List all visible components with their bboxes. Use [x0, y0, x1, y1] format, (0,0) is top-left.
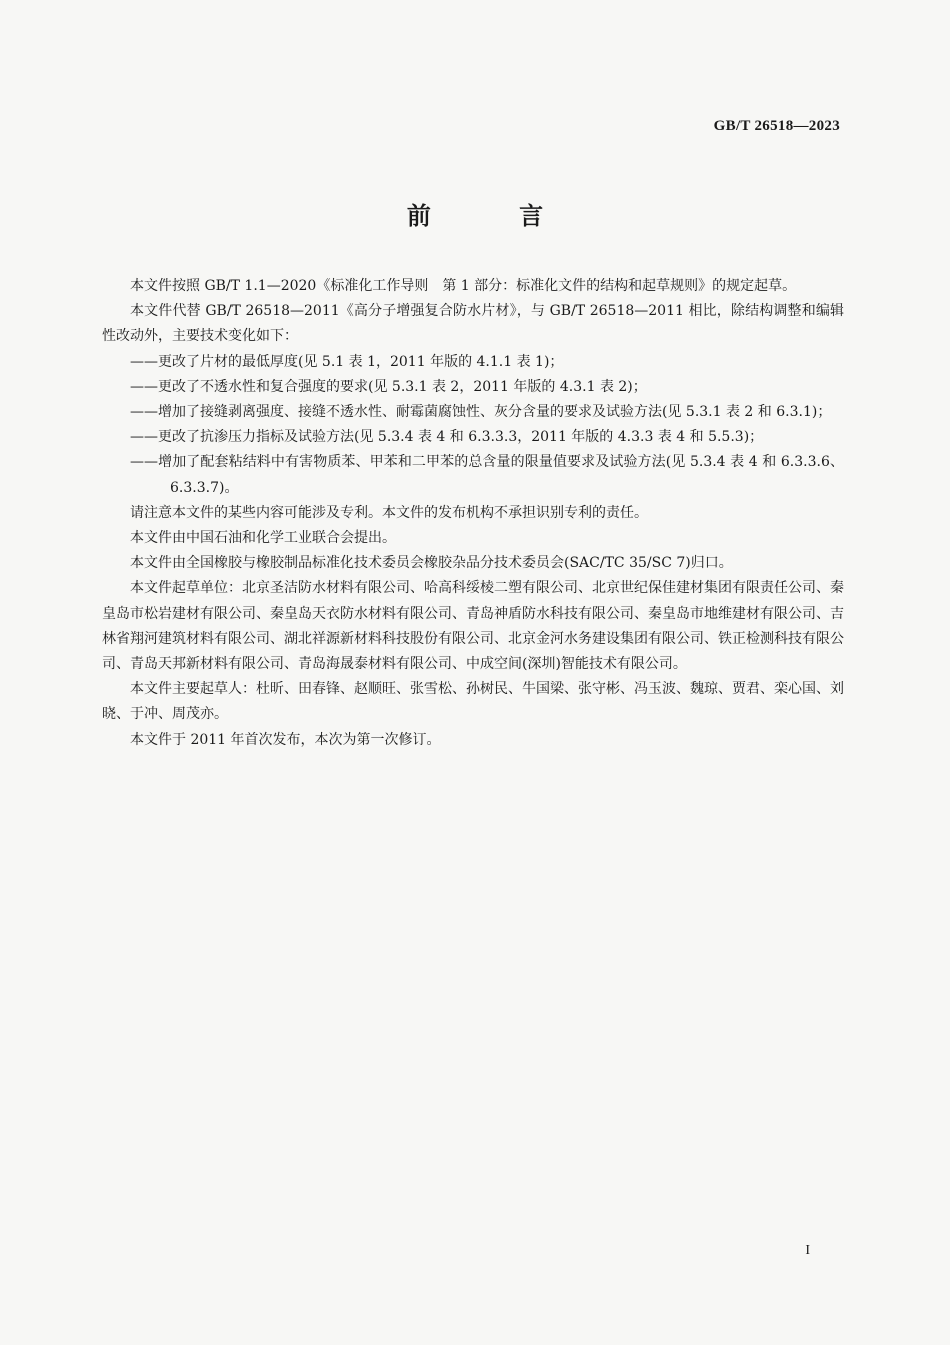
paragraph-drafting-units: 本文件起草单位：北京圣洁防水材料有限公司、哈高科绥棱二塑有限公司、北京世纪保佳建材集团有限责任公司、秦皇岛市松岩建材有限公司、秦皇岛天衣防水材料有限公司、青岛神盾防水科技有限公司、秦皇岛市地维建材有限公司、吉林省翔河建筑材料有限公司、湖北祥源新材料科技股份有限公司、北京金河水务建设集团有限公司、铁正检测科技有限公司、青岛天邦新材料有限公司、青岛海晟泰材料有限公司、中成空间(深圳)智能技术有限公司。 [102, 580, 844, 673]
standard-code: GB/T 26518—2023 [713, 118, 840, 134]
paragraph-proposer: 本文件由中国石油和化学工业联合会提出。 [130, 530, 396, 547]
paragraph-technical-committee: 本文件由全国橡胶与橡胶制品标准化技术委员会橡胶杂品分技术委员会(SAC/TC 35/SC 7)归口。 [130, 555, 733, 572]
preface-body [102, 274, 844, 753]
paragraph-drafting-basis: 本文件按照 GB/T 1.1—2020《标准化工作导则 第 1 部分：标准化文件的结构和起草规则》的规定起草。 [130, 278, 797, 294]
paragraph-drafters: 本文件主要起草人：杜昕、田春锋、赵顺旺、张雪松、孙树民、牛国梁、张守彬、冯玉波、魏琼、贾君、栾心国、刘晓、于冲、周茂亦。 [102, 681, 844, 723]
page-number: I [805, 1243, 810, 1258]
change-item: ——更改了不透水性和复合强度的要求(见 5.3.1 表 2，2011 年版的 4.3.1 表 2)； [130, 378, 647, 395]
page-title: 前 言 [406, 202, 584, 230]
change-item: ——更改了片材的最低厚度(见 5.1 表 1，2011 年版的 4.1.1 表 1)； [130, 353, 564, 370]
change-item: ——更改了抗渗压力指标及试验方法(见 5.3.4 表 4 和 6.3.3.3，2011 年版的 4.3.3 表 4 和 5.5.3)； [130, 429, 764, 446]
paragraph-replacement: 本文件代替 GB/T 26518—2011《高分子增强复合防水片材》，与 GB/T 26518—2011 相比，除结构调整和编辑性改动外，主要技术变化如下： [102, 303, 844, 345]
paragraph-patent-notice: 请注意本文件的某些内容可能涉及专利。本文件的发布机构不承担识别专利的责任。 [130, 504, 648, 521]
change-item: ——增加了接缝剥离强度、接缝不透水性、耐霉菌腐蚀性、灰分含量的要求及试验方法(见 5.3.1 表 2 和 6.3.1)； [130, 404, 832, 421]
change-item: ——增加了配套粘结料中有害物质苯、甲苯和二甲苯的总含量的限量值要求及试验方法(见 5.3.4 表 4 和 6.3.3.6、6.3.3.7)。 [130, 454, 844, 496]
paragraph-publication-history: 本文件于 2011 年首次发布，本次为第一次修订。 [130, 731, 441, 748]
